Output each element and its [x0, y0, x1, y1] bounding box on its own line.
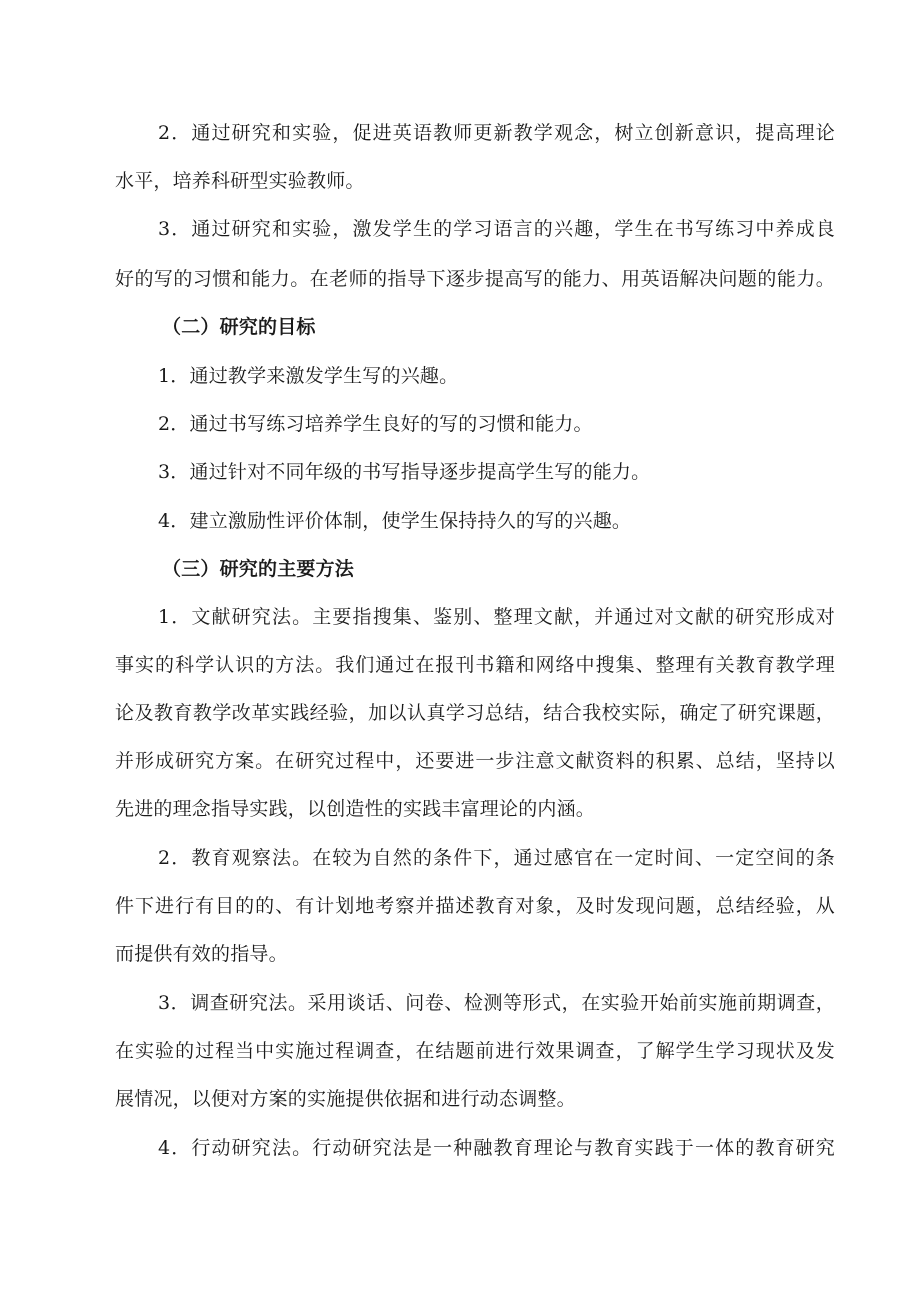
- paragraph-line: 水平，培养科研型实验教师。: [115, 170, 365, 192]
- paragraph-line: 件下进行有目的的、有计划地考察并描述教育对象，及时发现问题，总结经验，从: [115, 895, 835, 917]
- paragraph-line: 4．行动研究法。行动研究法是一种融教育理论与教育实践于一体的教育研究: [158, 1137, 835, 1159]
- paragraph-line: 在实验的过程当中实施过程调查，在结题前进行效果调查，了解学生学习现状及发: [115, 1040, 835, 1062]
- paragraph-line: 论及教育教学改革实践经验，加以认真学习总结，结合我校实际，确定了研究课题，: [115, 702, 835, 724]
- paragraph-line: 好的写的习惯和能力。在老师的指导下逐步提高写的能力、用英语解决问题的能力。: [115, 268, 835, 290]
- list-item: 2．通过书写练习培养学生良好的写的习惯和能力。: [158, 413, 593, 435]
- paragraph-line: 事实的科学认识的方法。我们通过在报刊书籍和网络中搜集、整理有关教育教学理: [115, 654, 835, 676]
- paragraph-line: 展情况，以便对方案的实施提供依据和进行动态调整。: [115, 1088, 576, 1110]
- paragraph-line: 2．通过研究和实验，促进英语教师更新教学观念，树立创新意识，提高理论: [158, 122, 835, 144]
- paragraph-line: 3．调查研究法。采用谈话、问卷、检测等形式，在实验开始前实施前期调查，: [158, 992, 835, 1014]
- paragraph-line: 1．文献研究法。主要指搜集、鉴别、整理文献，并通过对文献的研究形成对: [158, 606, 835, 628]
- list-item: 4．建立激励性评价体制，使学生保持持久的写的兴趣。: [158, 510, 632, 532]
- section-heading: （三）研究的主要方法: [162, 558, 355, 580]
- paragraph-line: 而提供有效的指导。: [115, 943, 288, 965]
- list-item: 3．通过针对不同年级的书写指导逐步提高学生写的能力。: [158, 461, 651, 483]
- list-item: 1．通过教学来激发学生写的兴趣。: [158, 365, 459, 387]
- section-heading: （二）研究的目标: [162, 316, 316, 338]
- paragraph-line: 2．教育观察法。在较为自然的条件下，通过感官在一定时间、一定空间的条: [158, 847, 835, 869]
- paragraph-line: 并形成研究方案。在研究过程中，还要进一步注意文献资料的积累、总结，坚持以: [115, 750, 835, 772]
- paragraph-line: 先进的理念指导实践，以创造性的实践丰富理论的内涵。: [115, 798, 596, 820]
- paragraph-line: 3．通过研究和实验，激发学生的学习语言的兴趣，学生在书写练习中养成良: [158, 218, 835, 240]
